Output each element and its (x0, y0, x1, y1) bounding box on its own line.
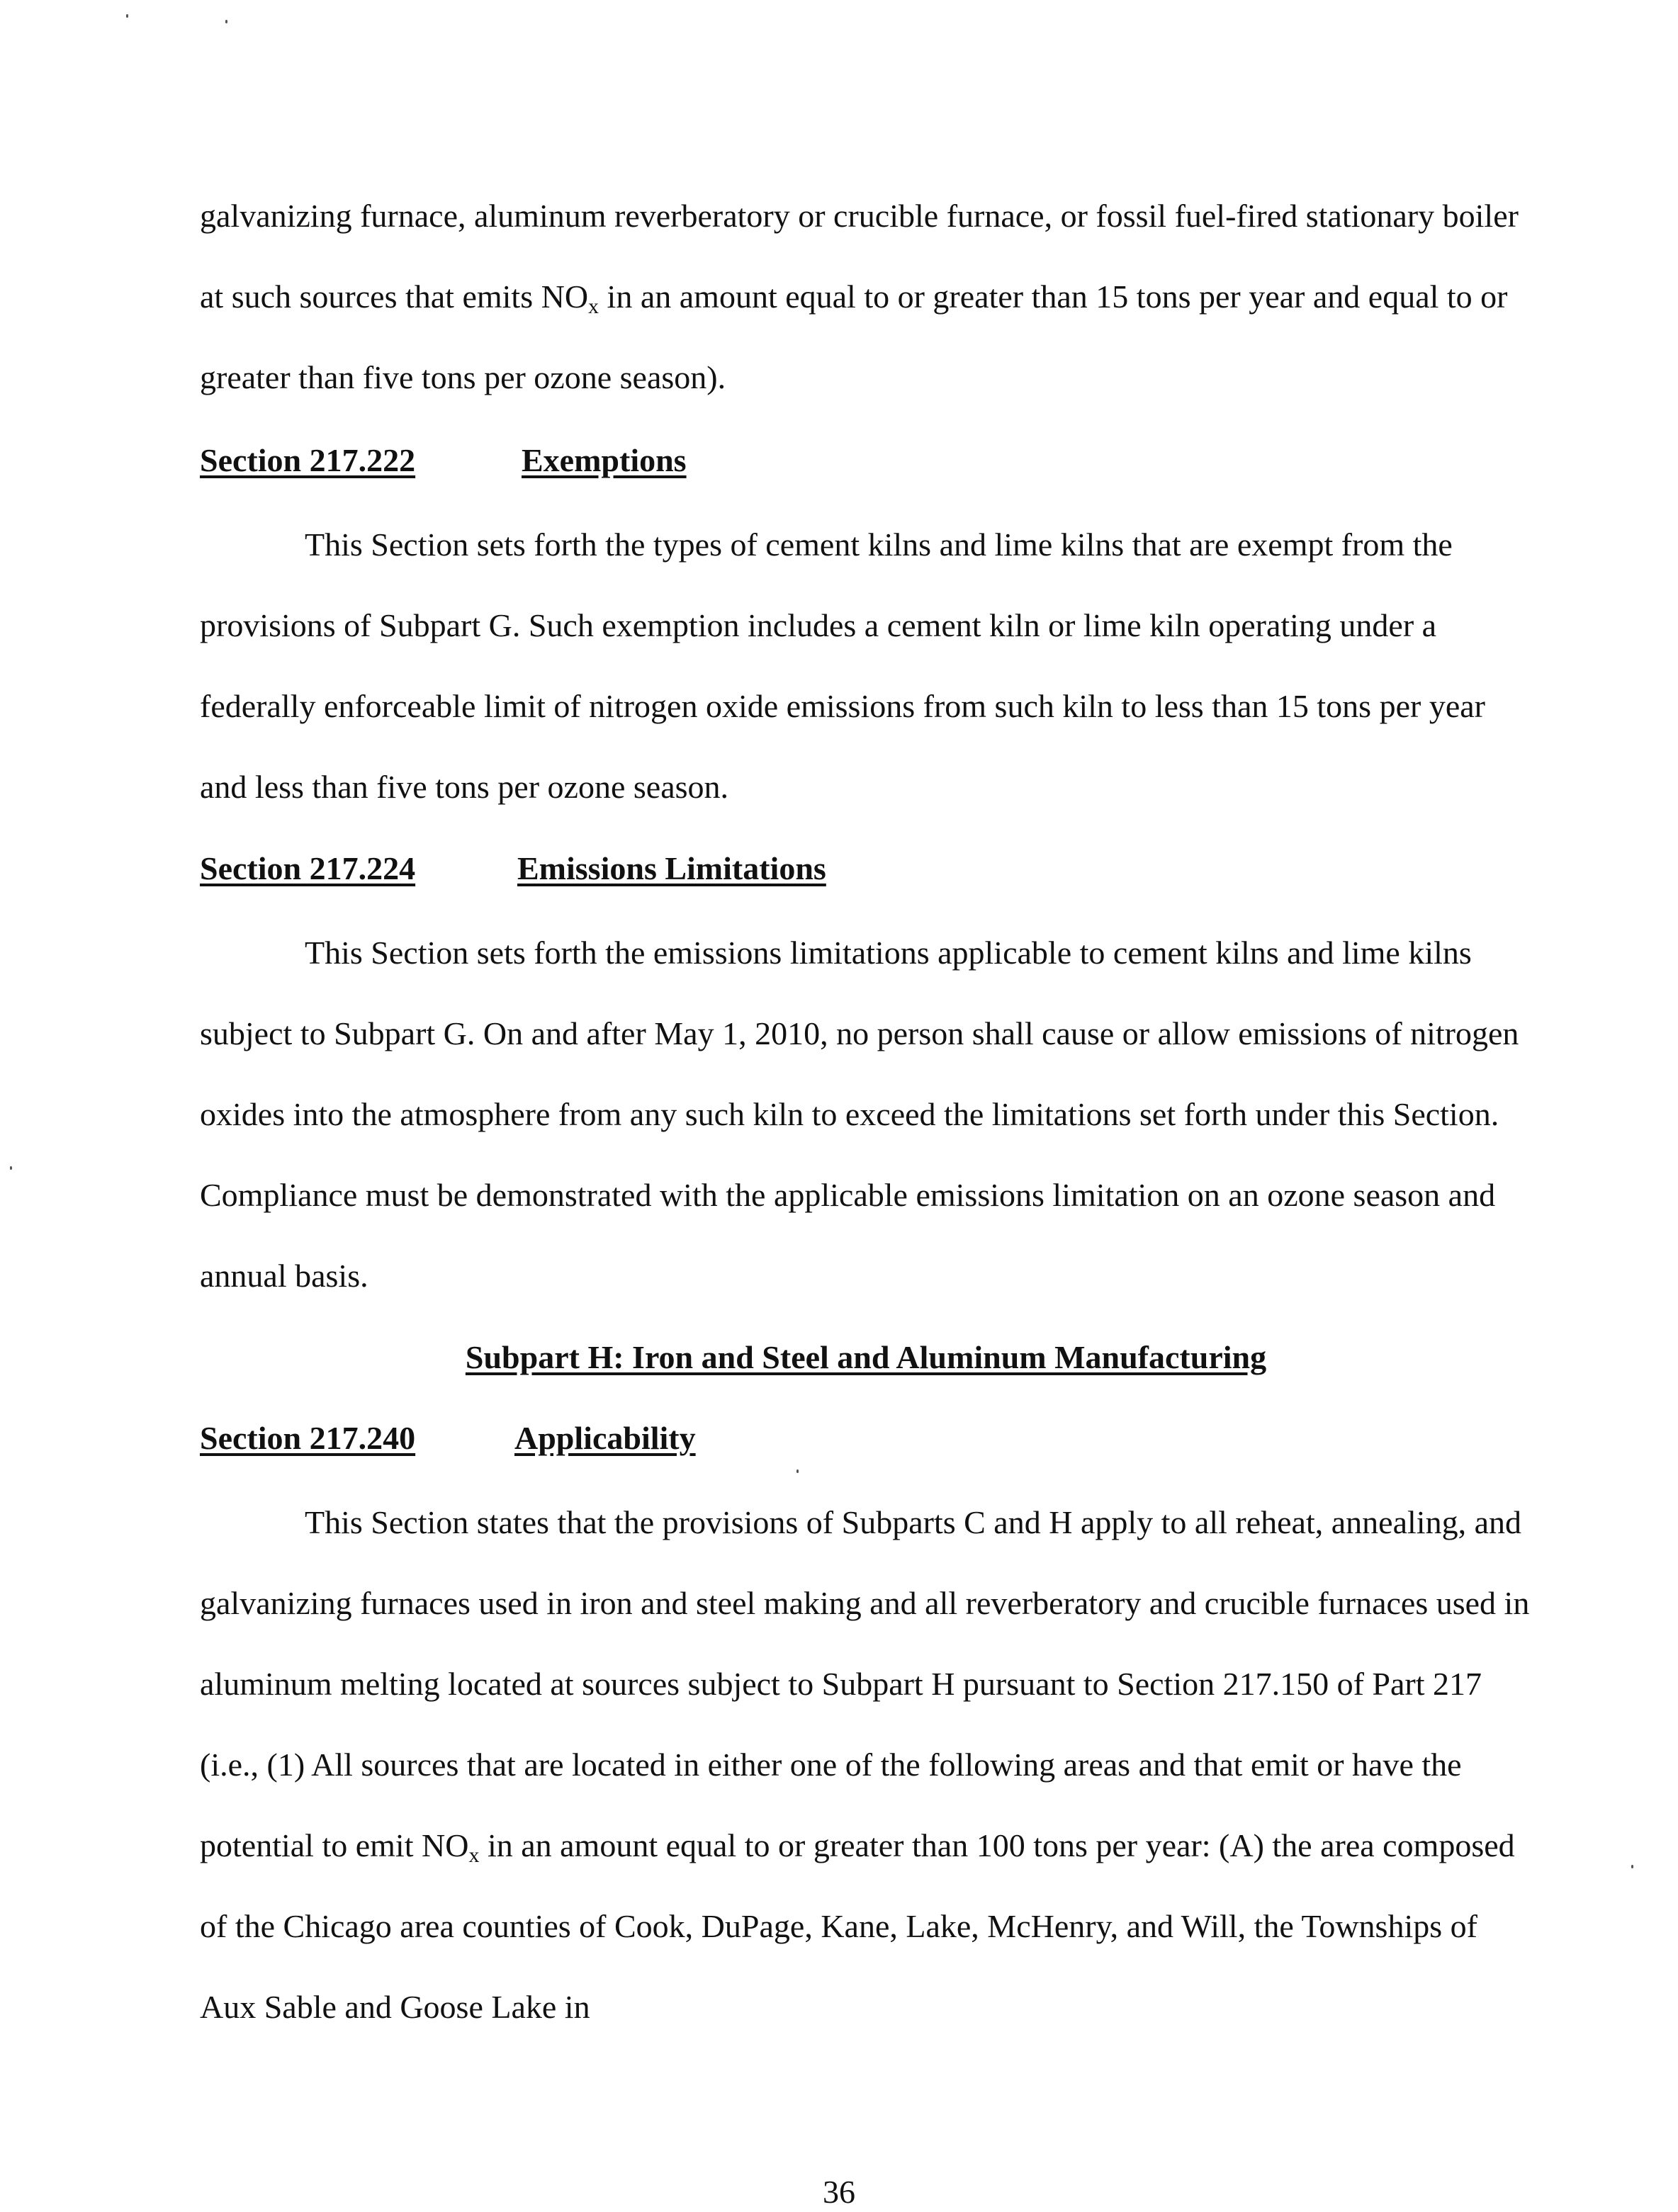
paragraph-text: in an amount equal to or greater than 15 tons per year and equal to or greater than five tons per ozone season). (200, 278, 1508, 395)
page-number: 36 (823, 2174, 855, 2210)
section-240-number: Section 217.240 (200, 1420, 416, 1456)
section-240-title: Applicability (514, 1420, 696, 1456)
paragraph-text: This Section states that the provisions of Subparts C and H apply to all reheat, annealing, and galvanizing furnaces used in iron and steel making and all reverberatory and crucible furnaces used in aluminum melting located at sources subject to Subpart H pursuant to Section 217.150 of Part 217 (i.e., (1) All sources that are located in either one of the following areas and that emit or have the potential to emit NO (200, 1504, 1530, 1863)
paragraph-text: in an amount equal to or greater than 100 tons per year: (A) the area composed of the Chicago area counties of Cook, DuPage, Kane, Lake, McHenry, and Will, the Townships of Aux Sable and Goose Lake in (200, 1827, 1515, 2025)
section-224-number: Section 217.224 (200, 850, 416, 886)
scan-speck (1631, 1865, 1633, 1868)
paragraph-exemptions (200, 504, 1532, 828)
scan-speck (10, 1166, 12, 1170)
scan-speck (126, 14, 128, 18)
paragraph-emissions-limitations (200, 913, 1532, 1316)
scan-speck (796, 1469, 799, 1473)
subscript-x: x (588, 295, 599, 318)
paragraph-text: This Section sets forth the emissions limitations applicable to cement kilns and lime kilns subject to Subpart G. On and after May 1, 2010, no person shall cause or allow emissions of nitrogen oxides into the atmosphere from any such kiln to exceed the limitations set forth under this Section. Compliance must be demonstrated with the applicable emissions limitation on an ozone season and annual basis. (200, 935, 1519, 1294)
subscript-x: x (468, 1844, 480, 1867)
paragraph-applicability (200, 1482, 1532, 2048)
paragraph-text: This Section sets forth the types of cement kilns and lime kilns that are exempt from the provisions of Subpart G. Such exemption includes a cement kiln or lime kiln operating under a federally enforceable limit of nitrogen oxide emissions from such kiln to less than 15 tons per year and less than five tons per ozone season. (200, 526, 1485, 805)
paragraph-continuation (200, 176, 1532, 418)
section-222-title: Exemptions (522, 442, 687, 478)
section-222-number: Section 217.222 (200, 442, 416, 478)
subpart-h-heading: Subpart H: Iron and Steel and Aluminum Manufacturing (465, 1339, 1267, 1375)
scan-speck (225, 20, 227, 23)
paragraph-text: galvanizing furnace, aluminum reverberatory or crucible furnace, or fossil fuel-fired stationary boiler at such sources that emits NO (200, 198, 1519, 315)
section-224-title: Emissions Limitations (517, 850, 826, 886)
